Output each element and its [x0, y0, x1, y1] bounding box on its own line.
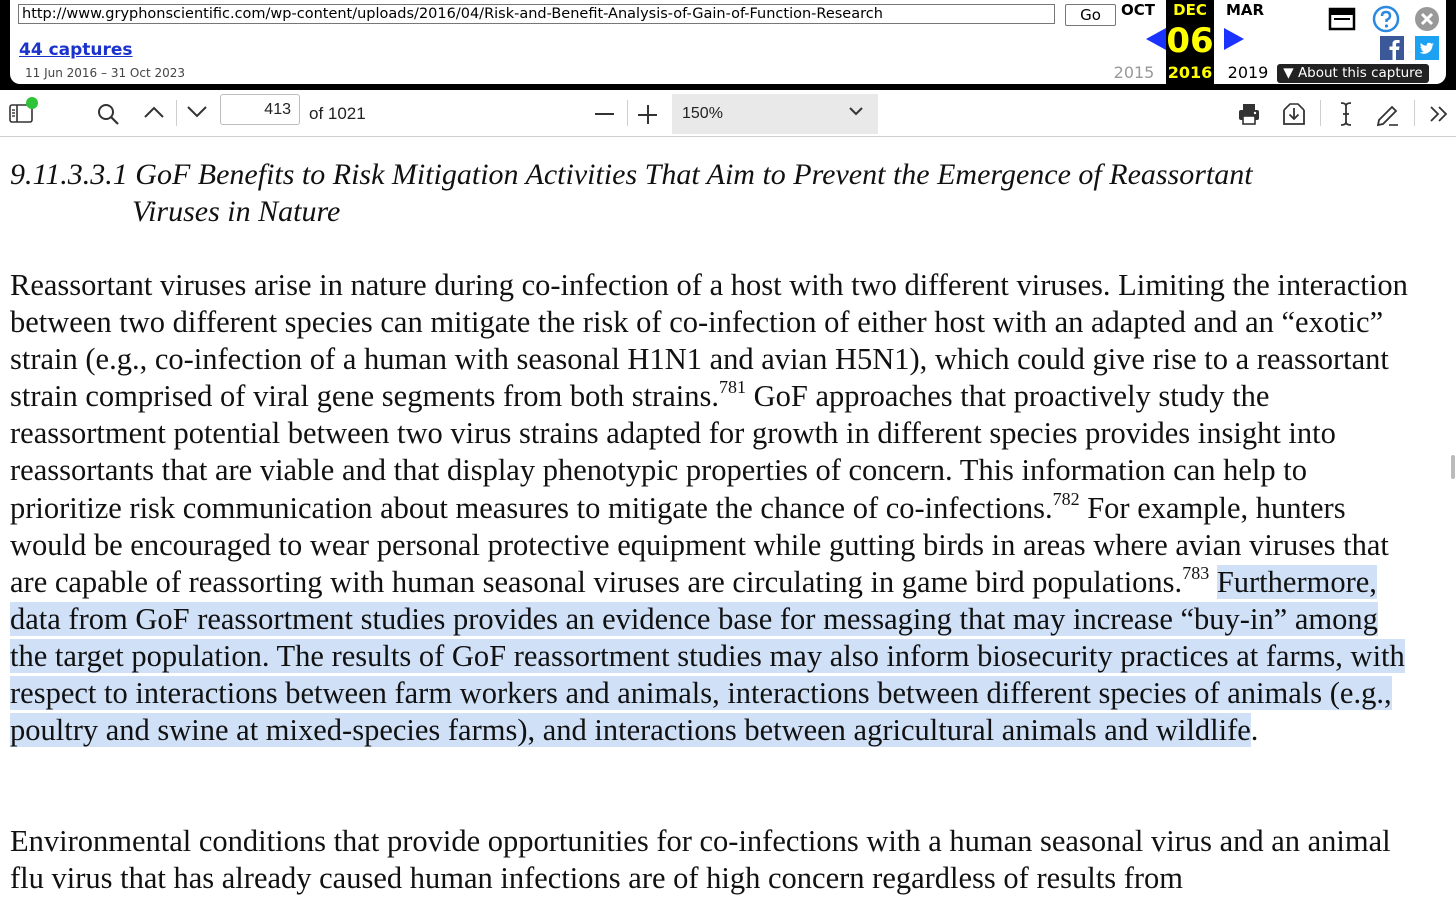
prev-capture-arrow-icon[interactable]: [1146, 28, 1166, 50]
scrollbar-thumb[interactable]: [1451, 455, 1455, 479]
zoom-in-icon[interactable]: [637, 104, 659, 126]
about-capture-button[interactable]: [1277, 64, 1429, 83]
text-cursor-icon[interactable]: [1336, 101, 1356, 127]
help-icon[interactable]: [1372, 5, 1400, 33]
draw-icon[interactable]: [1375, 101, 1401, 127]
search-icon[interactable]: [96, 102, 120, 126]
paragraph: [10, 267, 1410, 749]
toolbar-separator: [176, 100, 177, 126]
prev-year-link[interactable]: 2015: [1113, 63, 1155, 82]
next-capture-arrow-icon[interactable]: [1224, 28, 1244, 50]
go-button[interactable]: Go: [1065, 4, 1116, 26]
wayback-url-input[interactable]: http://www.gryphonscientific.com/wp-content/uploads/2016/04/Risk-and-Benefit-Analysis-of-Gain-of-Function-Research: [18, 4, 1055, 24]
pdf-page-content: [0, 138, 1450, 902]
toolbar-separator: [1320, 100, 1321, 126]
about-capture-label: About this capture: [1297, 65, 1423, 81]
next-year-link[interactable]: 2019: [1227, 63, 1269, 82]
previous-page-icon[interactable]: [143, 104, 165, 120]
prev-month-link[interactable]: OCT: [1121, 1, 1155, 19]
paragraph-text: Reassortant viruses arise in nature during co-infection of a host with two different viruses. Limiting the interaction between two different species can mitigate the risk of co-infection of either host with an adapted and an “exotic” strain (e.g., co-infection of a human with seasonal H1N1 and avian H5N1), which could give rise to a reassortant strain comprised of viral gene segments from both strains.: [10, 268, 1408, 414]
paragraph-text: Environmental conditions that provide opportunities for co-infections with a human seasonal virus and an animal flu virus that has already caused human infections are of high concern regardless of results from: [10, 824, 1391, 896]
paragraph-text: GoF approaches that proactively study the reassortment potential between two virus strains adapted for growth in different species provides insight into reassortants that are viable and that display phenotypic properties of concern. This information can help to prioritize risk communication about measures to mitigate the chance of co-infections.: [10, 379, 1336, 525]
captures-link[interactable]: 44 captures: [19, 40, 133, 60]
current-day: 06: [1166, 21, 1214, 61]
footnote-ref[interactable]: 782: [1052, 488, 1080, 509]
pdf-toolbar: [0, 90, 1456, 137]
section-number: 9.11.3.3.1: [10, 158, 128, 191]
selected-text[interactable]: Furthermore, data from GoF reassortment studies provides an evidence base for messaging that may increase “buy-in” among the target population. The results of GoF reassortment studies may also inform biosecurity practices at farms, with respect to interactions between farm workers and animals, interactions between different species of animals (e.g., poultry and swine at mixed-species farms), and interactions between agricultural animals and wildlife: [10, 564, 1405, 748]
download-icon[interactable]: [1281, 102, 1307, 126]
notification-dot: [26, 97, 38, 109]
calendar-icon[interactable]: [1328, 7, 1356, 31]
paragraph-text: .: [1250, 713, 1259, 748]
twitter-icon[interactable]: [1415, 36, 1439, 60]
footnote-ref[interactable]: 781: [718, 377, 746, 398]
current-year: 2016: [1167, 63, 1213, 82]
close-icon[interactable]: [1413, 5, 1441, 33]
wayback-toolbar: [0, 0, 1456, 90]
chevron-down-icon: [848, 105, 864, 117]
toolbar-separator: [1414, 100, 1415, 126]
footnote-ref[interactable]: 783: [1182, 562, 1210, 583]
print-icon[interactable]: [1237, 102, 1261, 126]
page-number-input[interactable]: 413: [220, 94, 300, 125]
section-heading: [10, 156, 1420, 230]
facebook-icon[interactable]: [1380, 36, 1404, 60]
next-month-link[interactable]: MAR: [1225, 1, 1265, 19]
current-month: DEC: [1173, 1, 1207, 19]
zoom-value: 150%: [682, 105, 723, 122]
paragraph: [10, 823, 1410, 897]
toolbar-separator: [627, 100, 628, 126]
section-title-line2: Viruses in Nature: [132, 195, 341, 228]
caret-down-icon: ▼: [1283, 65, 1298, 81]
section-title-line1: GoF Benefits to Risk Mitigation Activities That Aim to Prevent the Emergence of Reassortant: [135, 158, 1253, 191]
paragraph-text: For example, hunters would be encouraged to wear personal protective equipment while gutting birds in areas where avian viruses that are capable of reassorting with human seasonal viruses are circulating in game bird populations.: [10, 490, 1389, 599]
capture-date-range: 11 Jun 2016 – 31 Oct 2023: [25, 66, 186, 80]
more-tools-icon[interactable]: [1428, 104, 1450, 124]
paragraph-text: [1209, 565, 1217, 599]
next-page-icon[interactable]: [186, 104, 208, 120]
zoom-out-icon[interactable]: [594, 112, 616, 116]
page-total: of 1021: [309, 104, 366, 123]
